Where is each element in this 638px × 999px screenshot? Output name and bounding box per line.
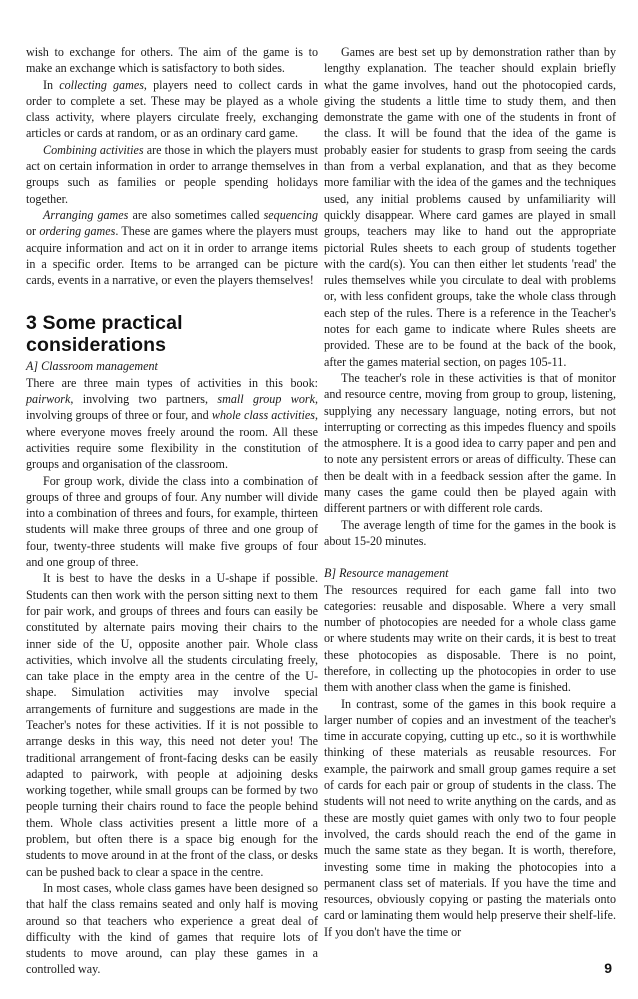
paragraph: [26, 375, 318, 473]
text: In: [43, 77, 60, 92]
text: , involving groups of three or four, and: [26, 392, 319, 423]
term: ordering games: [39, 224, 116, 239]
text: are also sometimes called: [128, 207, 264, 222]
paragraph: It is best to have the desks in a U-shape if possible. Students can then work with the person sitting next to them for pair work, and groups of threes and fours can easily be constituted by alternate pairs moving their chairs to the inner side of the U, opposite another pair. Whole class activities, which involve all the students circulating freely, can take place in the empty area in the centre of the U-shape. Simulation activities may involve special arrangements of furniture and suggestions are made in the Teacher's notes for these activities. If it is not possible to arrange desks in this way, this need not deter you! The traditional arrangement of front-facing desks can be easily adapted to pairwork, with people at adjoining desks working together, while small groups can be formed by two people turning their chairs round to face the people behind them. Whole class activities present a little more of a problem, but often there is a space big enough for the students to move around in at the front of the class, or desks can be pushed back to clear a space in the centre.: [26, 571, 318, 879]
term: Arranging games: [43, 207, 129, 222]
right-column: [324, 44, 616, 940]
paragraph: [26, 207, 318, 288]
paragraph: Games are best set up by demonstration rather than by lengthy explanation. The teacher should explain briefly what the game involves, hand out the photocopied cards, giving the students a little time to study them, and then demonstrate the game with one of the students in front of the class. It will be found that the idea of the game is probably easier for students to grasp from seeing the cards than from a verbal explanation, and that as they become more familiar with the idea of the games and the techniques used, any initial problems caused by unfamiliarity will quickly disappear. Where card games are played in small groups, teachers may like to hand out the appropriate pictorial Rules sheets to each group of students together with the card(s). You can then either let students 'read' the rules themselves while you circulate to deal with problems or, with less confident groups, take the whole class through each step of the rules. There is a reference in the Teacher's notes for each game to indicate where Rules sheets are provided. These are to be found at the back of the book, after the games material section, on pages 105-11.: [324, 45, 616, 369]
page-number: 9: [604, 960, 612, 976]
term: small group work: [217, 392, 315, 407]
term: sequencing: [263, 207, 318, 222]
text: . These are games where the players must acquire information and act on it in order to arrange items in a specific order. Items to be arranged can be picture cards, events in a narrative, or even the players themselves!: [26, 224, 319, 288]
paragraph: [26, 77, 318, 142]
paragraph: In most cases, whole class games have been designed so that half the class remains seated and only half is moving around so that teachers who experience a great deal of difficulty with the kind of games that require lots of students to move around, can play these games in a controlled way.: [26, 880, 318, 977]
text: , where everyone moves freely around the room. All these activities require some flexibility in the constitution of groups and organisation of the classroom.: [26, 408, 318, 472]
term: Combining activities: [43, 142, 144, 157]
subheading: B] Resource management: [324, 566, 449, 581]
term: whole class activities: [211, 408, 315, 423]
spacer: [324, 549, 616, 565]
paragraph: For group work, divide the class into a combination of groups of three and groups of four. Any number will divide into a combination of threes and fours, for example, thirteen students will make three groups of three and one group of four, twenty-three students will make five groups of four and one group of three.: [26, 473, 318, 570]
paragraph: The resources required for each game fall into two categories: reusable and disposable. Where a very small number of photocopies are needed for a whole class game or where students may write on their cards, it is best to treat these photocopies as disposable. There is no point, therefore, in collecting up the photocopies in order to use them with another class when the game is finished.: [324, 582, 616, 695]
paragraph: In contrast, some of the games in this book require a larger number of copies and an investment of the teacher's time in accurate copying, cutting up etc., so it is worthwhile thinking of these materials as reusable resources. For example, the pairwork and small group games require a set of cards for each pair or group of students in the class. The students will not need to write anything on the cards, and as these are mostly quiet games with only two to four people involved, the cards should reach the end of the game in much the same state as they began. It is worth, therefore, investing some time in making the photocopies into a permanent class set of materials. If you have the time and resources, obviously copying or pasting the materials onto card or laminating them would help preserve their shelf-life. If you don't have the time or: [324, 696, 616, 939]
paragraph: The teacher's role in these activities is that of monitor and resource centre, moving from group to group, listening, supplying any necessary language, noting errors, but not interrupting or correcting as this impedes fluency and spoils the atmosphere. It is a good idea to carry paper and pen and to note any persistent errors or areas of difficulty. These can then be dealt with in a feedback session after the game. In many cases the game could then be played again with different partners or with different role cards.: [324, 370, 616, 516]
text: , involving two partners,: [70, 392, 218, 407]
left-column: [26, 44, 318, 978]
section-heading: 3 Some practical considerations: [26, 312, 183, 357]
paragraph: wish to exchange for others. The aim of the game is to make an exchange which is satisfactory to both sides.: [26, 45, 318, 76]
text: , players need to collect cards in order to complete a set. These may be played as a whole class activity, where players circulate freely, exchanging articles or cards at random, or as an ordinary card game.: [26, 77, 318, 141]
paragraph: The average length of time for the games in the book is about 15-20 minutes.: [324, 517, 616, 548]
text: There are three main types of activities in this book:: [26, 375, 318, 390]
term: pairwork: [26, 392, 71, 407]
text: are those in which the players must act on certain information in order to arrange themselves in groups such as families or people spending holidays together.: [26, 142, 319, 206]
text: or: [26, 224, 40, 239]
subheading: A] Classroom management: [26, 359, 158, 374]
term: collecting games: [59, 77, 144, 92]
paragraph: [26, 142, 318, 207]
